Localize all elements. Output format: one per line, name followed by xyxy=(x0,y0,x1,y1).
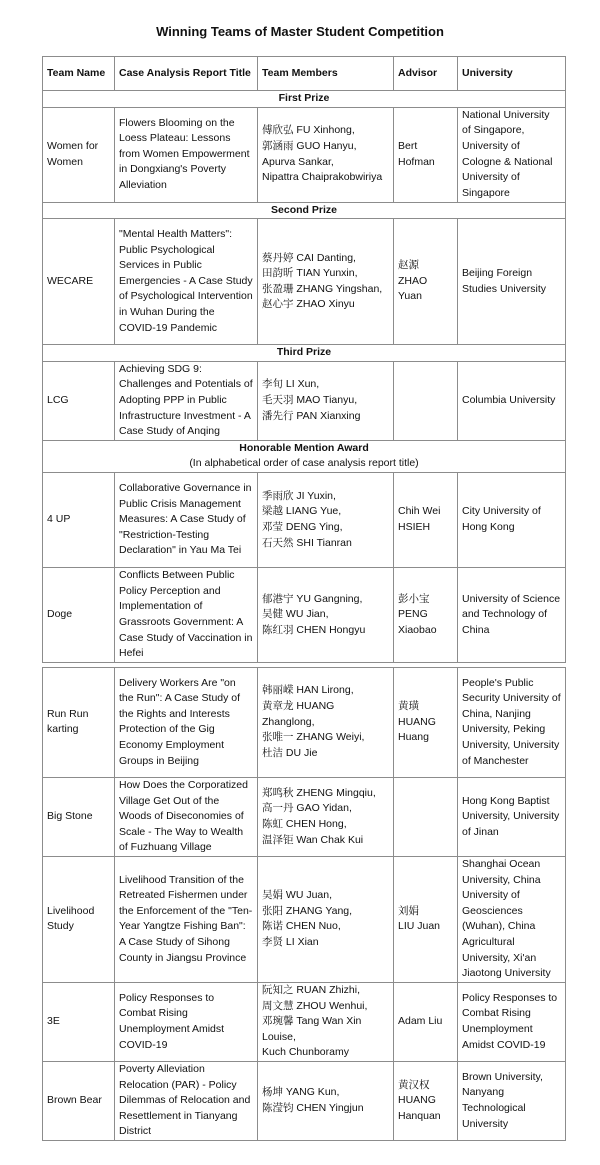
table-row xyxy=(43,982,566,1061)
section-heading-cell xyxy=(43,440,566,472)
team-name: Run Run karting xyxy=(43,667,115,777)
university: National University of Singapore, University of Cologne & National University of Singapore xyxy=(458,107,566,202)
table-row xyxy=(43,219,566,345)
winners-table xyxy=(42,56,566,1141)
section-heading-row xyxy=(43,345,566,362)
university: People's Public Security University of China, Nanjing University, Peking University, University of Manchester xyxy=(458,667,566,777)
university: Hong Kong Baptist University, University of Jinan xyxy=(458,777,566,856)
table-row xyxy=(43,1061,566,1140)
table-row xyxy=(43,107,566,202)
table-row xyxy=(43,361,566,440)
advisor: Bert Hofman xyxy=(394,107,458,202)
section-heading-row xyxy=(43,202,566,219)
team-name: 4 UP xyxy=(43,472,115,567)
report-title: Delivery Workers Are "on the Run": A Case Study of the Rights and Interests Protection of the Gig Economy Employment Groups in Beijing xyxy=(115,667,258,777)
table-row xyxy=(43,667,566,777)
table-row xyxy=(43,472,566,567)
header-report-title: Case Analysis Report Title xyxy=(115,57,258,91)
report-title: "Mental Health Matters": Public Psychological Services in Public Emergencies - A Case Study of Psychological Intervention in Wuhan During the COVID-19 Pandemic xyxy=(115,219,258,345)
advisor: 刘娟 LIU Juan xyxy=(394,856,458,982)
page-title: Winning Teams of Master Student Competition xyxy=(156,24,444,39)
university: City University of Hong Kong xyxy=(458,472,566,567)
team-name: Livelihood Study xyxy=(43,856,115,982)
team-members: 郁港宁 YU Gangning, 吴健 WU Jian, 陈红羽 CHEN Hongyu xyxy=(258,567,394,662)
section-heading: First Prize xyxy=(43,91,566,108)
header-team-members: Team Members xyxy=(258,57,394,91)
team-name: Brown Bear xyxy=(43,1061,115,1140)
team-members: 傅欣弘 FU Xinhong, 郭涵雨 GUO Hanyu, Apurva Sankar, Nipattra Chaiprakobwiriya xyxy=(258,107,394,202)
advisor: 黄璜 HUANG Huang xyxy=(394,667,458,777)
section-subheading: (In alphabetical order of case analysis report title) xyxy=(189,457,419,470)
table-row xyxy=(43,567,566,662)
section-heading: Second Prize xyxy=(43,202,566,219)
university: Beijing Foreign Studies University xyxy=(458,219,566,345)
advisor: 黄汉权 HUANG Hanquan xyxy=(394,1061,458,1140)
table-row xyxy=(43,777,566,856)
advisor: Adam Liu xyxy=(394,982,458,1061)
team-members: 蔡丹婷 CAI Danting, 田韵昕 TIAN Yunxin, 张盈珊 ZHANG Yingshan, 赵心宇 ZHAO Xinyu xyxy=(258,219,394,345)
team-name: LCG xyxy=(43,361,115,440)
header-university: University xyxy=(458,57,566,91)
report-title: Collaborative Governance in Public Crisis Management Measures: A Case Study of "Restriction-Testing Declaration" in Yau Ma Tei xyxy=(115,472,258,567)
team-members: 韩丽嵘 HAN Lirong, 黄章龙 HUANG Zhanglong, 张唯一 ZHANG Weiyi, 杜洁 DU Jie xyxy=(258,667,394,777)
section-heading: Third Prize xyxy=(43,345,566,362)
header-advisor: Advisor xyxy=(394,57,458,91)
university: University of Science and Technology of China xyxy=(458,567,566,662)
advisor xyxy=(394,777,458,856)
team-members: 阮知之 RUAN Zhizhi, 周文慧 ZHOU Wenhui, 邓琬馨 Tang Wan Xin Louise, Kuch Chunboramy xyxy=(258,982,394,1061)
team-members: 郑鸣秋 ZHENG Mingqiu, 高一丹 GAO Yidan, 陈虹 CHEN Hong, 温泽钜 Wan Chak Kui xyxy=(258,777,394,856)
university: Shanghai Ocean University, China University of Geosciences (Wuhan), China Agricultural University, Xi'an Jiaotong University xyxy=(458,856,566,982)
advisor: 赵源 ZHAO Yuan xyxy=(394,219,458,345)
university: Columbia University xyxy=(458,361,566,440)
team-name: 3E xyxy=(43,982,115,1061)
advisor: Chih Wei HSIEH xyxy=(394,472,458,567)
section-heading-row xyxy=(43,440,566,472)
section-heading-row xyxy=(43,91,566,108)
university: Brown University, Nanyang Technological University xyxy=(458,1061,566,1140)
header-row xyxy=(43,57,566,91)
university: Policy Responses to Combat Rising Unemployment Amidst COVID-19 xyxy=(458,982,566,1061)
report-title: Conflicts Between Public Policy Perception and Implementation of Grassroots Government: A Case Study of Vaccination in Hefei xyxy=(115,567,258,662)
report-title: Achieving SDG 9: Challenges and Potentials of Adopting PPP in Public Infrastructure Investment - A Case Study of Anqing xyxy=(115,361,258,440)
team-members: 杨坤 YANG Kun, 陈滢钧 CHEN Yingjun xyxy=(258,1061,394,1140)
report-title: Policy Responses to Combat Rising Unemployment Amidst COVID-19 xyxy=(115,982,258,1061)
report-title: How Does the Corporatized Village Get Out of the Woods of Diseconomies of Scale - The Way to Wealth of Fuzhuang Village xyxy=(115,777,258,856)
table-row xyxy=(43,856,566,982)
team-members: 李旬 LI Xun, 毛天羽 MAO Tianyu, 潘先行 PAN Xianxing xyxy=(258,361,394,440)
header-team-name: Team Name xyxy=(43,57,115,91)
report-title: Flowers Blooming on the Loess Plateau: Lessons from Women Empowerment in Dongxiang's Poverty Alleviation xyxy=(115,107,258,202)
team-name: WECARE xyxy=(43,219,115,345)
team-name: Women for Women xyxy=(43,107,115,202)
section-heading: Honorable Mention Award xyxy=(239,441,369,454)
team-name: Doge xyxy=(43,567,115,662)
report-title: Livelihood Transition of the Retreated Fishermen under the Enforcement of the "Ten-Year Yangtze Fishing Ban": A Case Study of Sihong County in Jiangsu Province xyxy=(115,856,258,982)
team-members: 季雨欣 JI Yuxin, 梁越 LIANG Yue, 邓莹 DENG Ying, 石天然 SHI Tianran xyxy=(258,472,394,567)
team-members: 吴娟 WU Juan, 张阳 ZHANG Yang, 陈诺 CHEN Nuo, 李贤 LI Xian xyxy=(258,856,394,982)
advisor xyxy=(394,361,458,440)
advisor: 彭小宝 PENG Xiaobao xyxy=(394,567,458,662)
team-name: Big Stone xyxy=(43,777,115,856)
report-title: Poverty Alleviation Relocation (PAR) - Policy Dilemmas of Relocation and Resettlement in Tianyang District xyxy=(115,1061,258,1140)
